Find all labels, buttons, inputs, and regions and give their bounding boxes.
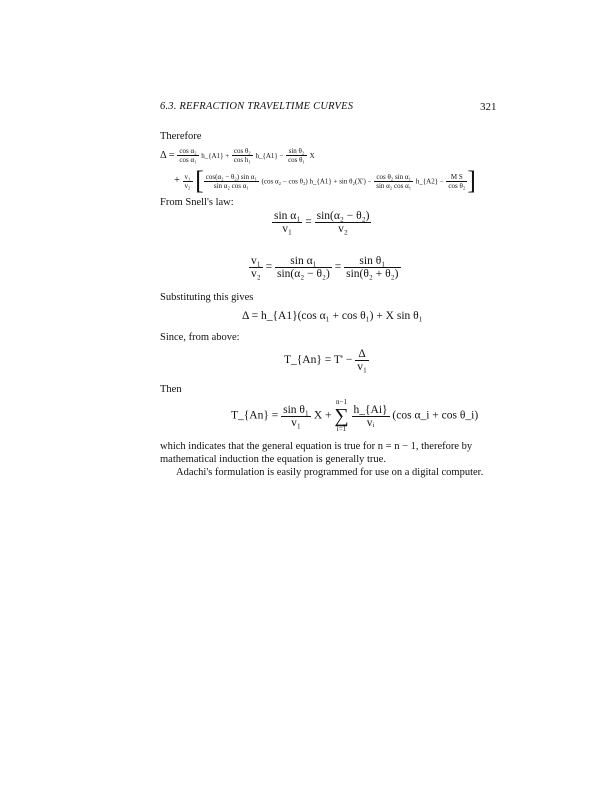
snell2-c-denominator: sin(θ₂ + θ₂) bbox=[346, 268, 399, 280]
eq1-b-denominator: sin α₂ cos α₁ bbox=[213, 181, 249, 190]
eq1-v-denominator: v₂ bbox=[184, 181, 191, 190]
paragraph-from-snell: From Snell's law: bbox=[160, 197, 234, 208]
paragraph-conclusion bbox=[160, 440, 500, 479]
then-lhs: T_{An} = bbox=[231, 409, 279, 422]
eq1-f2-numerator: cos θ₂ bbox=[232, 147, 253, 156]
eq1-d-fraction bbox=[446, 173, 467, 190]
paragraph-therefore: Therefore bbox=[160, 131, 202, 142]
eq1-term-3: X bbox=[309, 151, 315, 160]
equation-then bbox=[231, 398, 478, 434]
eq1-d-denominator: cos θ₂ bbox=[448, 181, 466, 190]
eq1-lhs: Δ = bbox=[160, 149, 175, 161]
then-numerator: sin θ₁ bbox=[283, 403, 309, 416]
snell1-equals: = bbox=[305, 216, 312, 229]
snell1-right-numerator: sin(α₂ − θ₂) bbox=[316, 210, 370, 222]
snell1-left-numerator: sin α₁ bbox=[274, 210, 301, 222]
eq1-b-numerator: cos(α₂ − θ₂) sin α₁ bbox=[205, 172, 257, 181]
snell1-right-denominator: v₂ bbox=[338, 223, 348, 235]
snell2-equals-1: = bbox=[265, 261, 273, 274]
eq1-plus-sign: + bbox=[174, 175, 180, 187]
eq1-f3-numerator: sin θ₂ bbox=[286, 147, 307, 156]
eq1-f2-denominator: cos h₁ bbox=[233, 156, 251, 164]
eq1-fraction-1 bbox=[177, 147, 198, 164]
equation-snell-1 bbox=[272, 210, 371, 235]
eq1-c-fraction bbox=[374, 173, 413, 190]
summation-lower-limit: i=1 bbox=[336, 425, 347, 433]
equation-delta-line2 bbox=[160, 166, 476, 195]
paragraph-then: Then bbox=[160, 384, 182, 395]
eq1-middle-terms: (cos α₂ − cos θ₂) h_{A1} + sin θ₂(X') − bbox=[261, 177, 372, 186]
then-tail: (cos α_i + cos θ_i) bbox=[392, 409, 479, 422]
since-denominator: v₁ bbox=[357, 361, 367, 373]
equation-snell-2 bbox=[249, 255, 401, 280]
page-number: 321 bbox=[480, 101, 497, 113]
paragraph-substituting: Substituting this gives bbox=[160, 292, 254, 303]
conclusion-line-1: which indicates that the general equation is true for n = n − 1, therefore by bbox=[160, 441, 473, 452]
eq1-f3-denominator: cos θ₁ bbox=[288, 156, 305, 164]
snell2-b-denominator: sin(α₂ − θ₂) bbox=[277, 268, 330, 280]
conclusion-line-2: mathematical induction the equation is generally true. bbox=[160, 454, 386, 465]
snell2-b-fraction bbox=[275, 255, 332, 280]
paragraph-closing: Adachi's formulation is easily programmed for use on a digital computer. bbox=[176, 467, 484, 478]
then-middle: X + bbox=[313, 409, 332, 422]
eq1-d-numerator: M S bbox=[446, 173, 467, 182]
then-denominator: v₁ bbox=[291, 416, 301, 429]
snell2-a-numerator: v₁ bbox=[251, 255, 261, 267]
eq1-term-1: h_{A1} + bbox=[201, 151, 230, 160]
eq1-f1-denominator: cos α₁ bbox=[179, 156, 197, 164]
eq1-bracket-fraction bbox=[204, 173, 259, 190]
summation-upper-limit: n−1 bbox=[336, 398, 347, 406]
eq1-c-tail: h_{A2} − bbox=[415, 177, 444, 186]
running-header-title: 6.3. REFRACTION TRAVELTIME CURVES bbox=[160, 101, 354, 112]
then-sum-denominator: vᵢ bbox=[366, 416, 375, 429]
snell2-c-numerator: sin θ₁ bbox=[344, 255, 400, 268]
paragraph-since: Since, from above: bbox=[160, 332, 240, 343]
snell1-left-denominator: v₁ bbox=[282, 223, 293, 235]
since-fraction bbox=[355, 348, 369, 373]
summation-sigma-icon: ∑ bbox=[334, 405, 349, 427]
summation-operator bbox=[334, 398, 348, 434]
since-numerator: Δ bbox=[355, 348, 369, 361]
snell1-right-fraction bbox=[315, 210, 372, 235]
then-sum-fraction bbox=[352, 404, 390, 429]
eq1-term-2: h_{A1} − bbox=[255, 151, 284, 160]
right-bracket: ] bbox=[467, 166, 476, 195]
eq1-c-denominator: sin α₂ cos α₁ bbox=[376, 181, 412, 190]
snell2-equals-2: = bbox=[334, 261, 342, 274]
since-lhs: T_{An} = T' − bbox=[284, 354, 353, 367]
eq1-fraction-2 bbox=[232, 147, 253, 164]
equation-substitution: Δ = h_{A1}(cos α₁ + cos θ₁) + X sin θ₁ bbox=[242, 310, 423, 322]
snell2-b-numerator: sin α₁ bbox=[275, 255, 332, 268]
eq1-f1-numerator: cos α₂ bbox=[179, 147, 197, 155]
equation-delta-line1 bbox=[160, 147, 315, 164]
then-fraction bbox=[281, 404, 311, 429]
eq1-velocity-ratio bbox=[183, 173, 193, 190]
snell2-a-denominator: v₂ bbox=[251, 268, 261, 280]
snell2-c-fraction bbox=[344, 255, 400, 280]
left-bracket: [ bbox=[195, 166, 204, 195]
equation-since bbox=[284, 348, 369, 373]
snell1-left-fraction bbox=[272, 210, 302, 235]
eq1-fraction-3 bbox=[286, 147, 307, 164]
eq1-c-numerator: cos θ₂ sin α₁ bbox=[374, 173, 413, 182]
snell2-a-fraction bbox=[249, 255, 263, 280]
eq1-v-numerator: v₁ bbox=[184, 172, 191, 181]
then-sum-numerator: h_{Ai} bbox=[353, 403, 388, 416]
